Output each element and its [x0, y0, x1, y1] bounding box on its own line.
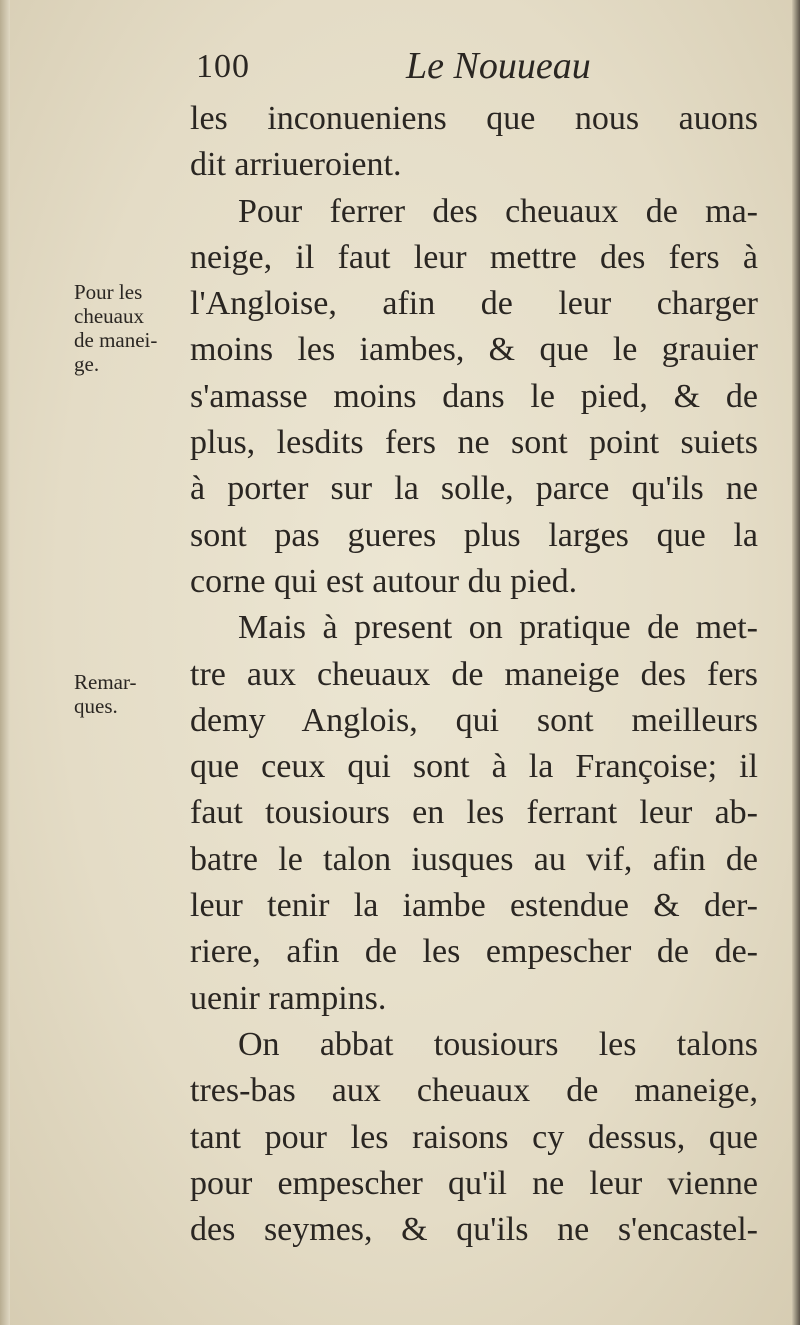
margin-note-line: Pour les — [74, 280, 143, 304]
page-number: 100 — [196, 48, 250, 85]
margin-note-line: ge. — [74, 352, 100, 376]
text-line: tant pour les raisons cy dessus, que — [190, 1118, 758, 1156]
text-line: Pour ferrer des cheuaux de ma- — [238, 192, 758, 230]
text-line: moins les iambes, & que le grauier — [190, 331, 758, 369]
margin-note-remarques — [74, 670, 184, 718]
text-line: l'Angloise, afin de leur charger — [190, 285, 758, 323]
page-right-edge — [792, 0, 800, 1325]
margin-note-pour-les-cheuaux — [74, 280, 184, 376]
text-line: neige, il faut leur mettre des fers à — [190, 238, 758, 276]
running-title: Le Nouueau — [406, 45, 591, 87]
body-text — [190, 96, 758, 1253]
margin-note-line: de manei- — [74, 328, 158, 352]
page-left-edge — [0, 0, 10, 1325]
text-line: tre aux cheuaux de maneige des fers — [190, 655, 758, 693]
text-line: les inconueniens que nous auons — [190, 100, 758, 137]
text-line: s'amasse moins dans le pied, & de — [190, 377, 758, 415]
margin-note-line: ques. — [74, 694, 118, 718]
text-line: Mais à present on pratique de met- — [238, 609, 758, 647]
text-line: demy Anglois, qui sont meilleurs — [190, 701, 758, 739]
page-header — [196, 45, 756, 94]
text-line: On abbat tousiours les talons — [238, 1025, 758, 1063]
text-line: sont pas gueres plus larges que la — [190, 516, 758, 554]
text-line: leur tenir la iambe estendue & der- — [190, 887, 758, 925]
text-line: plus, lesdits fers ne sont point suiets — [190, 424, 758, 462]
text-line: faut tousiours en les ferrant leur ab- — [190, 794, 758, 832]
text-line: uenir rampins. — [190, 979, 387, 1017]
text-line: des seymes, & qu'ils ne s'encastel- — [190, 1211, 758, 1249]
text-line: batre le talon iusques au vif, afin de — [190, 840, 758, 878]
text-line: riere, afin de les empescher de de- — [190, 933, 758, 971]
text-line: corne qui est autour du pied. — [190, 562, 578, 600]
text-line: que ceux qui sont à la Françoise; il — [190, 748, 758, 786]
text-line: tres-bas aux cheuaux de maneige, — [190, 1072, 758, 1110]
text-line: pour empescher qu'il ne leur vienne — [190, 1164, 758, 1202]
text-line: à porter sur la solle, parce qu'ils ne — [190, 470, 758, 508]
margin-note-line: Remar- — [74, 670, 137, 694]
margin-note-line: cheuaux — [74, 304, 144, 328]
text-line: dit arriueroient. — [190, 146, 402, 184]
